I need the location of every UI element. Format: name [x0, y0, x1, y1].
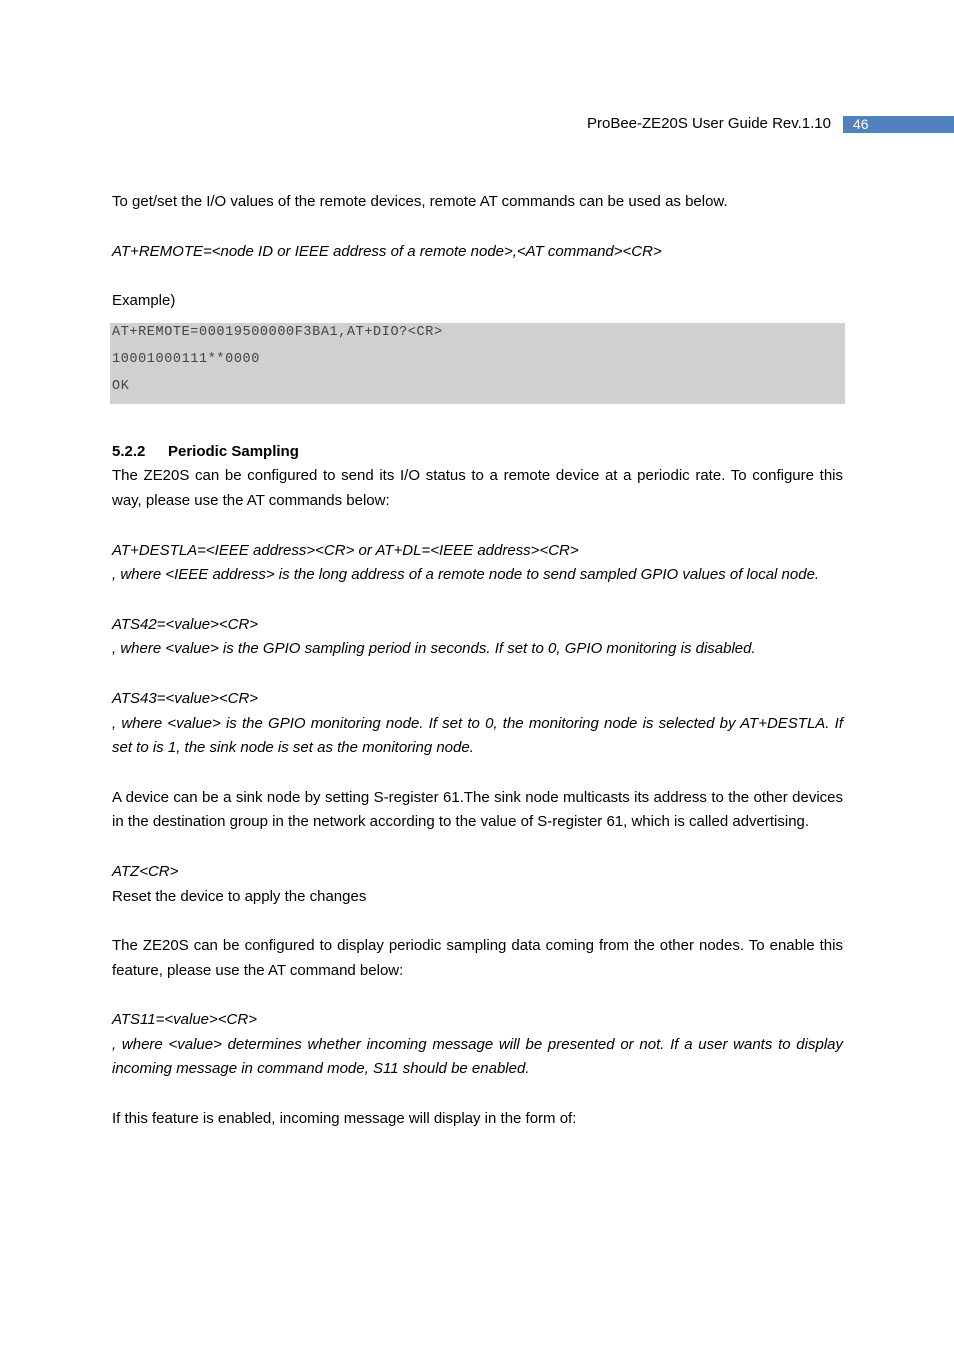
atz-command: ATZ<CR> — [112, 862, 179, 880]
code-line: 10001000111**0000 — [112, 351, 260, 367]
sink-node-paragraph: A device can be a sink node by setting S-register 61.The sink node multicasts its address to the other devices in the destination group in the network according to the value of S-register 61, which is called advertising. — [112, 788, 843, 831]
section-intro-paragraph: The ZE20S can be configured to send its I/O status to a remote device at a periodic rate. To configure this way, please use the AT commands below: — [112, 467, 843, 509]
page-header — [0, 114, 954, 134]
code-line: AT+REMOTE=00019500000F3BA1,AT+DIO?<CR> — [112, 324, 443, 340]
destla-description: , where <IEEE address> is the long address of a remote node to send sampled GPIO values of local node. — [112, 566, 820, 584]
display-feature-paragraph: The ZE20S can be configured to display periodic sampling data coming from the other nodes. To enable this feature, please use the AT command below: — [112, 937, 843, 979]
ats42-description: , where <value> is the GPIO sampling period in seconds. If set to 0, GPIO monitoring is disabled. — [112, 640, 756, 658]
ats11-description: , where <value> determines whether incoming message will be presented or not. If a user wants to display incoming message in command mode, S11 should be enabled. — [112, 1035, 843, 1078]
final-paragraph: If this feature is enabled, incoming message will display in the form of: — [112, 1110, 577, 1128]
section-title: Periodic Sampling — [168, 442, 299, 460]
example-label: Example) — [112, 292, 176, 310]
ats42-command: ATS42=<value><CR> — [112, 615, 259, 633]
atz-description: Reset the device to apply the changes — [112, 887, 367, 905]
ats11-command: ATS11=<value><CR> — [112, 1011, 257, 1029]
section-number: 5.2.2 — [112, 442, 146, 460]
page-body — [112, 190, 843, 1132]
code-example-block — [110, 323, 845, 404]
ats43-description: , where <value> is the GPIO monitoring node. If set to 0, the monitoring node is selected by AT+DESTLA. If set to is 1, the sink node is set as the monitoring node. — [112, 714, 843, 757]
section-heading — [112, 440, 843, 465]
code-line: OK — [112, 378, 130, 394]
remote-command-syntax: AT+REMOTE=<node ID or IEEE address of a remote node>,<AT command><CR> — [112, 242, 662, 260]
intro-paragraph: To get/set the I/O values of the remote devices, remote AT commands can be used as below. — [112, 193, 728, 210]
destla-command: AT+DESTLA=<IEEE address><CR> or AT+DL=<IEEE address><CR> — [112, 541, 579, 559]
ats43-command: ATS43=<value><CR> — [112, 689, 259, 707]
document-title: ProBee-ZE20S User Guide Rev.1.10 — [586, 115, 831, 132]
page-number-badge: 46 — [843, 116, 954, 133]
